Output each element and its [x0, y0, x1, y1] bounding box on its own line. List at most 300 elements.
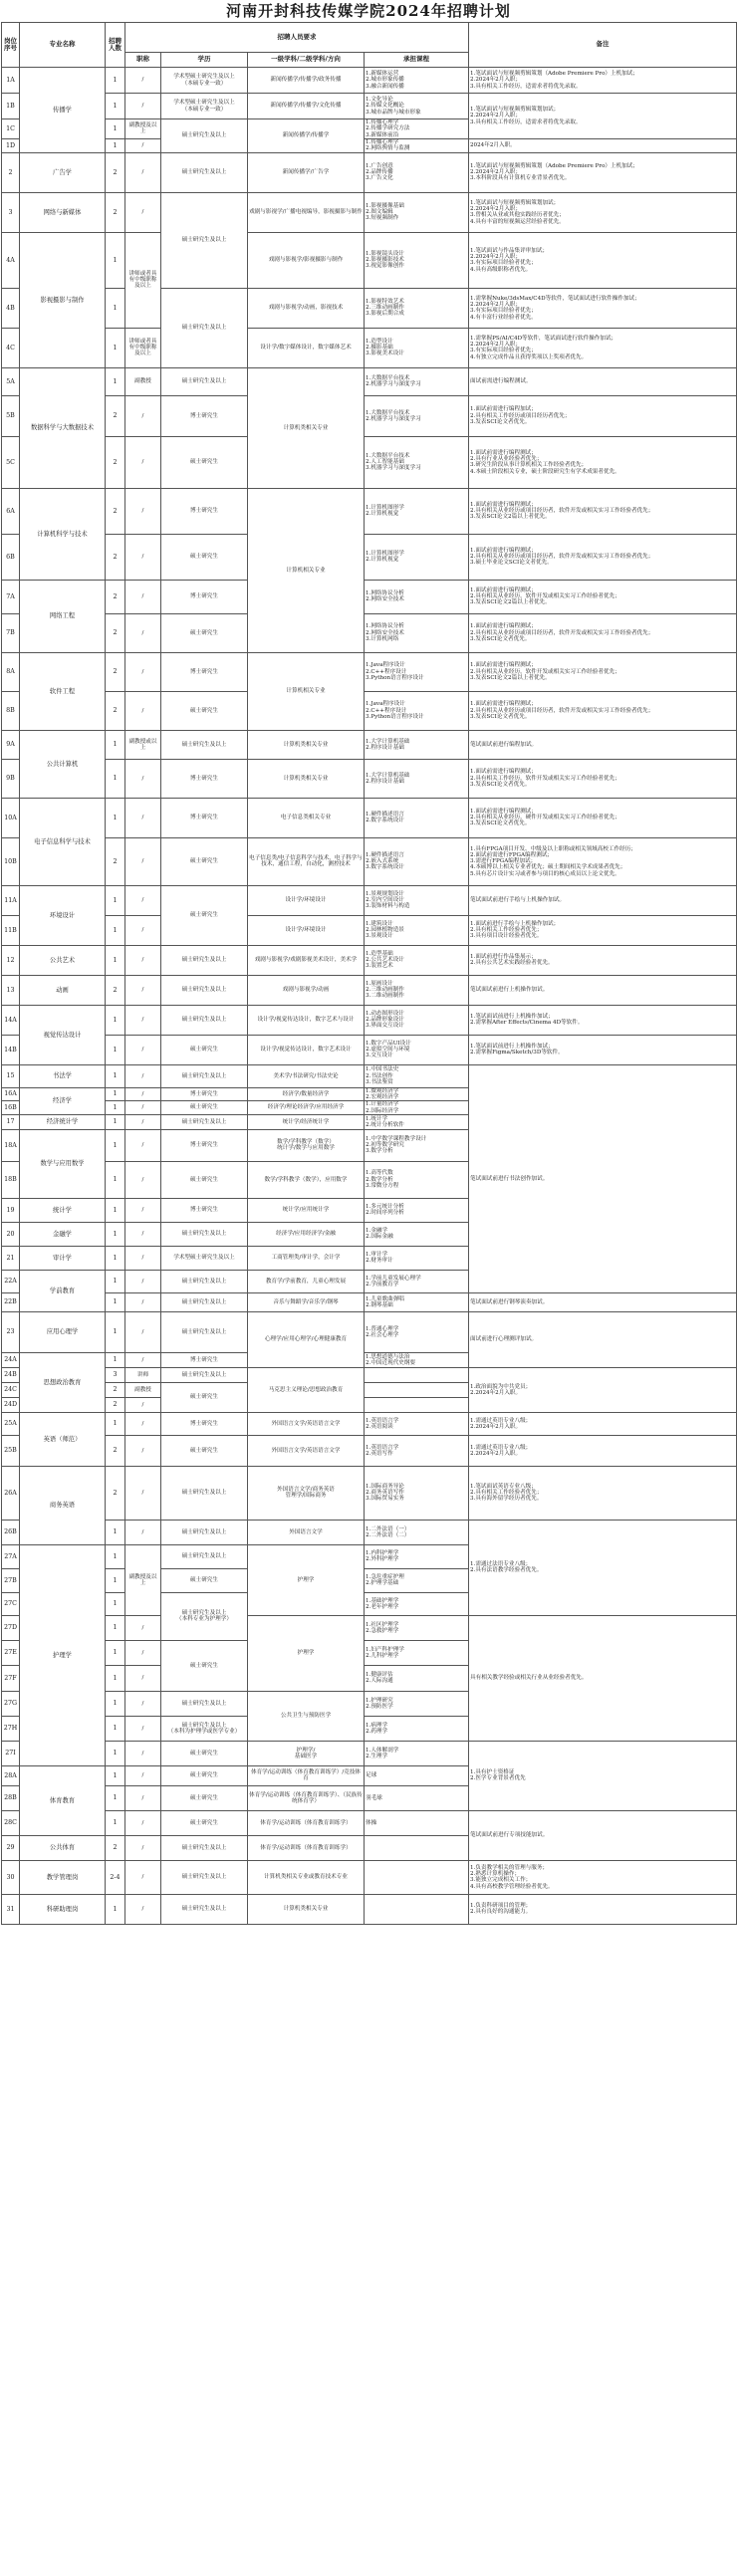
cell-title: / — [125, 580, 161, 613]
cell-count: 1 — [106, 1765, 125, 1785]
table-row — [2, 1615, 737, 1640]
cell-courses: 1.妇产科护理学 2.儿科护理学 — [365, 1640, 469, 1665]
cell-note: 1.面试前需进行编程测试； 2.具有相关工作经历，软件开发或相关实习工作经验者优先； 3.发表SCI论文者优先。 — [469, 759, 737, 798]
cell-seq: 18B — [2, 1161, 20, 1198]
cell-note: 1.需通过英语专业八级； 2.2024年2月入职。 — [469, 1435, 737, 1466]
cell-subject: 计算机类相关专业 — [248, 759, 365, 798]
cell-note: 1.面试前需进行编程测试； 2.具有相关从业经历，硬件开发或相关实习工作经验者优先； 3.发表SCI论文者优先。 — [469, 798, 737, 837]
cell-note: 1.面试前需进行编程加试； 2.具有相关工作经历或项目经历者优先； 3.发表SCI论文者优先。 — [469, 395, 737, 436]
cell-major: 经济统计学 — [20, 1114, 106, 1129]
header-note: 备注 — [469, 23, 737, 68]
cell-seq: 25A — [2, 1412, 20, 1435]
cell-seq: 12 — [2, 945, 20, 975]
cell-subject: 统计学/应用统计学 — [248, 1198, 365, 1222]
cell-title: / — [125, 1615, 161, 1640]
header-title: 职称 — [125, 53, 161, 68]
cell-count: 3 — [106, 1367, 125, 1382]
cell-subject: 计算机类相关专业 — [248, 730, 365, 759]
cell-title: / — [125, 1352, 161, 1367]
cell-education: 硕士研究生及以上 — [161, 1292, 248, 1311]
cell-count: 1 — [106, 94, 125, 119]
cell-courses: 1.英语语言学 2.英语阅读 — [365, 1412, 469, 1435]
cell-count: 2 — [106, 652, 125, 691]
table-row — [2, 885, 737, 915]
cell-title: / — [125, 1035, 161, 1064]
cell-major: 经济学 — [20, 1087, 106, 1114]
table-row — [2, 1035, 737, 1064]
cell-count: 1 — [106, 798, 125, 837]
cell-title: / — [125, 534, 161, 580]
table-row — [2, 945, 737, 975]
cell-count: 1 — [106, 1352, 125, 1367]
cell-title: 副教授及以上 — [125, 1544, 161, 1615]
table-row — [2, 798, 737, 837]
table-row — [2, 367, 737, 395]
cell-title: / — [125, 1894, 161, 1924]
cell-courses: 1.景观规划设计 2.室内空间设计 3.装饰材料与构造 — [365, 885, 469, 915]
cell-education: 学术型硕士研究生及以上 （本硕专业一致） — [161, 68, 248, 94]
cell-education: 硕士研究生 — [161, 1101, 248, 1115]
cell-courses — [365, 1860, 469, 1894]
cell-seq: 31 — [2, 1894, 20, 1924]
cell-courses: 足球 — [365, 1765, 469, 1785]
table-row — [2, 1412, 737, 1435]
cell-courses: 1.大学计算机基础 2.程序设计基础 — [365, 759, 469, 798]
table-row — [2, 232, 737, 288]
table-row — [2, 328, 737, 367]
cell-education: 硕士研究生及以上 （本科为护理学或医学专业） — [161, 1716, 248, 1741]
cell-title: / — [125, 1860, 161, 1894]
cell-major: 应用心理学 — [20, 1311, 106, 1352]
cell-education: 博士研究生 — [161, 1198, 248, 1222]
cell-count: 1 — [106, 1101, 125, 1115]
header-subject: 一级学科/二级学科/方向 — [248, 53, 365, 68]
cell-education: 硕士研究生及以上 — [161, 1835, 248, 1860]
cell-note: 1.负责科研项目的管理； 2.具有良好的沟通能力。 — [469, 1894, 737, 1924]
cell-seq: 15 — [2, 1064, 20, 1087]
cell-major: 护理学 — [20, 1544, 106, 1765]
cell-title: / — [125, 1087, 161, 1101]
cell-courses: 1.思想道德与法治 2.中国近现代史纲要 — [365, 1352, 469, 1367]
cell-seq: 10B — [2, 837, 20, 885]
cell-subject: 公共卫生与预防医学 — [248, 1691, 365, 1741]
cell-courses: 1.学前儿童发展心理学 2.学前教育学 — [365, 1270, 469, 1292]
cell-count: 1 — [106, 1087, 125, 1101]
table-row — [2, 613, 737, 652]
cell-count: 2 — [106, 691, 125, 730]
cell-count: 2 — [106, 1466, 125, 1520]
cell-subject: 设计学/数字媒体设计，数字媒体艺术 — [248, 328, 365, 367]
cell-count: 1 — [106, 1544, 125, 1568]
cell-courses: 1.内科护理学 2.外科护理学 — [365, 1544, 469, 1568]
cell-courses — [365, 1894, 469, 1924]
cell-count: 1 — [106, 1568, 125, 1592]
cell-seq: 28A — [2, 1765, 20, 1785]
cell-title: / — [125, 1005, 161, 1035]
cell-subject: 外国语言文学/商务英语 管理学/国际商务 — [248, 1466, 365, 1520]
cell-major: 公共体育 — [20, 1835, 106, 1860]
cell-seq: 1A — [2, 68, 20, 94]
cell-courses: 1.原画设计 2.三维动画制作 3.二维动画制作 — [365, 975, 469, 1005]
cell-count: 1 — [106, 1222, 125, 1246]
cell-seq: 7A — [2, 580, 20, 613]
cell-subject: 计算机类相关专业或教育技术专业 — [248, 1860, 365, 1894]
cell-courses: 1.Java程序设计 2.C++程序设计 3.Python语言程序设计 — [365, 652, 469, 691]
cell-count: 1 — [106, 1592, 125, 1615]
cell-courses — [365, 1835, 469, 1860]
cell-seq: 1B — [2, 94, 20, 119]
cell-count: 2 — [106, 1397, 125, 1412]
cell-education: 硕士研究生及以上 — [161, 152, 248, 192]
table-row — [2, 837, 737, 885]
cell-seq: 27H — [2, 1716, 20, 1741]
cell-count: 1 — [106, 759, 125, 798]
cell-education: 博士研究生 — [161, 580, 248, 613]
cell-courses: 1.硬件描述语言 2.嵌入式系统 3.数字系统设计 — [365, 837, 469, 885]
cell-note: 1.面试前需进行编程测试； 2.具有相关从业经历，软件开发或相关实习工作经验者优先； 3.发表SCI论文2篇以上者优先。 — [469, 652, 737, 691]
cell-note: 1.具有护士资格证 2.医学专业背景者优先 — [469, 1741, 737, 1810]
cell-courses: 1.普通心理学 2.社会心理学 — [365, 1311, 469, 1352]
cell-education: 硕士研究生及以上 — [161, 367, 248, 395]
cell-note: 1.需掌握Nuke/3dsMax/C4D等软件，笔试面试进行软件操作加试； 2.2024年2月入职； 3.有实际项目经验者优先； 4.有丰富行业经验者优先。 — [469, 288, 737, 328]
cell-courses: 1.大数据平台技术 2.机器学习与深度学习 — [365, 395, 469, 436]
cell-subject: 经济学/应用经济学/金融 — [248, 1222, 365, 1246]
cell-subject: 戏剧与影视学/广播电视编导，影视摄影与制作 — [248, 192, 365, 232]
cell-note: 笔试面试前进行书法创作加试。 — [469, 1064, 737, 1292]
cell-major: 体育教育 — [20, 1765, 106, 1835]
cell-major: 金融学 — [20, 1222, 106, 1246]
cell-title: / — [125, 1741, 161, 1765]
cell-subject: 音乐与舞蹈学/音乐学/钢琴 — [248, 1292, 365, 1311]
cell-seq: 5B — [2, 395, 20, 436]
header-edu: 学历 — [161, 53, 248, 68]
cell-seq: 27I — [2, 1741, 20, 1765]
cell-seq: 28C — [2, 1810, 20, 1835]
cell-title: / — [125, 1785, 161, 1810]
cell-seq: 4A — [2, 232, 20, 288]
cell-major: 数学与应用数学 — [20, 1129, 106, 1198]
cell-courses: 1.网络协议分析 2.网络安全技术 3.计算机网络 — [365, 613, 469, 652]
cell-title: / — [125, 1064, 161, 1087]
cell-title: / — [125, 1222, 161, 1246]
cell-courses: 1.微观经济学 2.宏观经济学 — [365, 1087, 469, 1101]
cell-subject: 经济学/数量经济学 — [248, 1087, 365, 1101]
cell-seq: 8B — [2, 691, 20, 730]
cell-courses: 1.传播心理学 2.传播学研究方法 3.新媒体前沿 — [365, 119, 469, 139]
recruitment-plan-table — [1, 22, 737, 1925]
cell-note: 笔试面试前进行钢琴演奏加试。 — [469, 1292, 737, 1311]
cell-courses: 1.计量经济学 2.国际经济学 — [365, 1101, 469, 1115]
page-title: 河南开封科技传媒学院2024年招聘计划 — [226, 2, 511, 20]
cell-title: / — [125, 1466, 161, 1520]
header-num: 招聘人数 — [106, 23, 125, 68]
cell-title: 讲师 — [125, 1367, 161, 1382]
cell-note: 笔试面试前进行专项技能加试。 — [469, 1810, 737, 1860]
cell-education: 硕士研究生 — [161, 1741, 248, 1765]
cell-count: 1 — [106, 1640, 125, 1665]
cell-title: 副教授 — [125, 367, 161, 395]
cell-title: / — [125, 94, 161, 119]
cell-education: 硕士研究生及以上 — [161, 1005, 248, 1035]
cell-title: / — [125, 1640, 161, 1665]
cell-count: 2 — [106, 534, 125, 580]
table-row — [2, 730, 737, 759]
cell-title: / — [125, 1114, 161, 1129]
table-row — [2, 580, 737, 613]
cell-education: 博士研究生 — [161, 1352, 248, 1367]
cell-courses: 1.传播心理学 2.网络舆情与监测 — [365, 138, 469, 152]
cell-education: 硕士研究生 — [161, 613, 248, 652]
cell-subject: 新闻传播学/传播学/政务传播 — [248, 68, 365, 94]
cell-count: 1 — [106, 1064, 125, 1087]
cell-courses: 1.造型基础 2.公共艺术设计 3.装置艺术 — [365, 945, 469, 975]
cell-seq: 27F — [2, 1665, 20, 1691]
cell-count: 1 — [106, 1716, 125, 1741]
cell-major: 书法学 — [20, 1064, 106, 1087]
cell-major: 科研助理岗 — [20, 1894, 106, 1924]
cell-title: 副教授及以上 — [125, 119, 161, 139]
cell-seq: 27G — [2, 1691, 20, 1716]
table-row — [2, 1894, 737, 1924]
table-row — [2, 652, 737, 691]
cell-courses: 1.统计学 2.统计分析软件 — [365, 1114, 469, 1129]
cell-title: / — [125, 975, 161, 1005]
cell-count: 1 — [106, 1615, 125, 1640]
cell-subject: 电子信息类相关专业 — [248, 798, 365, 837]
cell-seq: 5A — [2, 367, 20, 395]
cell-title: / — [125, 488, 161, 534]
cell-count: 1 — [106, 1741, 125, 1765]
cell-count: 1 — [106, 1520, 125, 1544]
cell-title: / — [125, 1292, 161, 1311]
cell-education: 硕士研究生及以上 — [161, 1222, 248, 1246]
table-row — [2, 1860, 737, 1894]
cell-seq: 1C — [2, 119, 20, 139]
cell-courses: 1.广告创意 2.品牌传播 3.广告文化 — [365, 152, 469, 192]
cell-note: 面试前进行心理测评加试。 — [469, 1311, 737, 1367]
cell-seq: 13 — [2, 975, 20, 1005]
cell-education: 硕士研究生 — [161, 1568, 248, 1592]
cell-note: 面试前需进行编程测试。 — [469, 367, 737, 395]
cell-education: 学术型硕士研究生及以上 （本硕专业一致） — [161, 94, 248, 119]
cell-subject: 戏剧与影视学/影视摄影与制作 — [248, 232, 365, 288]
cell-seq: 25B — [2, 1435, 20, 1466]
cell-seq: 26B — [2, 1520, 20, 1544]
cell-seq: 6B — [2, 534, 20, 580]
cell-courses: 1.英语语言学 2.英语写作 — [365, 1435, 469, 1466]
cell-major: 电子信息科学与技术 — [20, 798, 106, 885]
cell-note: 笔试面试前进行手绘与上机操作加试。 — [469, 885, 737, 915]
table-row — [2, 1810, 737, 1835]
cell-education: 硕士研究生及以上 — [161, 1064, 248, 1087]
cell-courses: 1.计算机图形学 2.计算机视觉 — [365, 488, 469, 534]
table-row — [2, 1466, 737, 1520]
cell-major: 公共艺术 — [20, 945, 106, 975]
cell-education: 硕士研究生 — [161, 1785, 248, 1810]
cell-major: 统计学 — [20, 1198, 106, 1222]
cell-education: 硕士研究生及以上 — [161, 1270, 248, 1292]
cell-count: 1 — [106, 885, 125, 915]
cell-seq: 27B — [2, 1568, 20, 1592]
cell-education: 硕士研究生 — [161, 1640, 248, 1691]
cell-note: 笔试面试前进行编程加试。 — [469, 730, 737, 759]
cell-count: 1 — [106, 367, 125, 395]
cell-subject: 戏剧与影视学/动画，影视技术 — [248, 288, 365, 328]
cell-subject: 统计学/经济统计学 — [248, 1114, 365, 1129]
cell-major: 计算机科学与技术 — [20, 488, 106, 580]
cell-note: 1.笔试面试与短视频剪辑策划（Adobe Premiere Pro）上机加试； 2.2024年2月入职； 3.本科阶段具有计算机专业背景者优先。 — [469, 152, 737, 192]
cell-education: 博士研究生 — [161, 652, 248, 691]
cell-courses: 1.数字产品UI设计 2.虚拟空间与环境 3.交互设计 — [365, 1035, 469, 1064]
cell-courses — [365, 1382, 469, 1397]
cell-courses: 1.大数据平台技术 2.机器学习与深度学习 — [365, 367, 469, 395]
cell-seq: 9A — [2, 730, 20, 759]
cell-subject: 经济学/理论经济学/应用经济学 — [248, 1101, 365, 1115]
cell-subject: 新闻传播学/传播学 — [248, 119, 365, 153]
cell-count: 1 — [106, 1129, 125, 1161]
cell-subject: 计算机类相关专业 — [248, 367, 365, 488]
cell-subject: 新闻传播学/传播学/文化传播 — [248, 94, 365, 119]
cell-education: 硕士研究生及以上 — [161, 1894, 248, 1924]
cell-seq: 7B — [2, 613, 20, 652]
cell-title: / — [125, 885, 161, 915]
cell-seq: 14B — [2, 1035, 20, 1064]
cell-subject: 体育学/运动训练（体育教育训练学）/竞技体育 — [248, 1765, 365, 1785]
cell-note: 1.面试前进行作品集展示； 2.具有公共艺术实践经验者优先。 — [469, 945, 737, 975]
cell-seq: 16B — [2, 1101, 20, 1115]
cell-subject: 设计学/视觉传达设计，数字艺术与设计 — [248, 1005, 365, 1035]
cell-seq: 30 — [2, 1860, 20, 1894]
cell-seq: 10A — [2, 798, 20, 837]
cell-seq: 27D — [2, 1615, 20, 1640]
cell-seq: 28B — [2, 1785, 20, 1810]
cell-seq: 23 — [2, 1311, 20, 1352]
cell-subject: 体育学/运动训练（体育教育训练学） — [248, 1810, 365, 1835]
cell-courses: 1.金融学 2.国际金融 — [365, 1222, 469, 1246]
cell-subject: 计算机相关专业 — [248, 652, 365, 730]
cell-major: 视觉传达设计 — [20, 1005, 106, 1064]
cell-title: / — [125, 1765, 161, 1785]
cell-note: 1.笔试面试与短视频剪辑策划加试； 2.2024年2月入职； 3.具有相关工作经历，适需求者将优先录取。 — [469, 94, 737, 139]
cell-note: 1.面试前进行手绘与上机操作加试； 2.具有相关工作经验者优先； 3.具有项目设计经验者优先。 — [469, 915, 737, 945]
cell-education: 硕士研究生及以上 （本科专业为护理学） — [161, 1592, 248, 1640]
cell-count: 1 — [106, 1246, 125, 1270]
cell-seq: 3 — [2, 192, 20, 232]
cell-education: 硕士研究生及以上 — [161, 1367, 248, 1382]
cell-courses: 1.计算机图形学 2.计算机视觉 — [365, 534, 469, 580]
cell-subject: 美术学/书法研究/书法史论 — [248, 1064, 365, 1087]
cell-count: 2 — [106, 395, 125, 436]
cell-seq: 27E — [2, 1640, 20, 1665]
cell-seq: 27A — [2, 1544, 20, 1568]
cell-education: 硕士研究生及以上 — [161, 1520, 248, 1544]
cell-education: 硕士研究生 — [161, 1035, 248, 1064]
table-row — [2, 94, 737, 119]
cell-subject: 护理学 — [248, 1544, 365, 1615]
cell-count: 1 — [106, 1691, 125, 1716]
cell-seq: 24C — [2, 1382, 20, 1397]
cell-subject: 体育学/运动训练（体育教育训练学） — [248, 1835, 365, 1860]
cell-education: 硕士研究生及以上 — [161, 1860, 248, 1894]
cell-major: 思想政治教育 — [20, 1352, 106, 1412]
table-row — [2, 288, 737, 328]
cell-title: / — [125, 613, 161, 652]
cell-seq: 16A — [2, 1087, 20, 1101]
cell-seq: 8A — [2, 652, 20, 691]
cell-education: 硕士研究生及以上 — [161, 945, 248, 975]
cell-courses: 1.网络协议分析 2.网络安全技术 — [365, 580, 469, 613]
cell-count: 2 — [106, 152, 125, 192]
cell-education: 博士研究生 — [161, 1087, 248, 1101]
cell-count: 1 — [106, 1198, 125, 1222]
table-body — [2, 68, 737, 1925]
cell-note: 1.面试前需进行编程测试； 2.具有相关从业经历，软件开发或相关实习工作经验者优先； 3.发表SCI论文2篇以上者优先。 — [469, 580, 737, 613]
cell-education: 硕士研究生 — [161, 436, 248, 488]
cell-subject: 教育学/学前教育，儿童心理发展 — [248, 1270, 365, 1292]
cell-count: 1 — [106, 119, 125, 139]
cell-major: 学前教育 — [20, 1270, 106, 1311]
cell-note: 1.需通过英语专业八级； 2.2024年2月入职。 — [469, 1412, 737, 1435]
table-row — [2, 1741, 737, 1765]
cell-seq: 14A — [2, 1005, 20, 1035]
cell-education: 硕士研究生及以上 — [161, 730, 248, 759]
cell-note: 具有相关教学经验或相关行业从业经验者优先。 — [469, 1615, 737, 1741]
cell-note: 1.具有FPGA项目开发、中级及以上职称或相关领域高校工作经历； 2.面试前需进行FPGA编程测试； 3.需进行FPGA编程加试； 4.本硕博以上相关专业者优先；硕士期间相关学术成果者优先； 5.具有芯片设计实习或者参与项目的核心成员以上论文优先。 — [469, 837, 737, 885]
cell-education: 硕士研究生及以上 — [161, 1466, 248, 1520]
cell-title: / — [125, 1665, 161, 1691]
table-row — [2, 138, 737, 152]
cell-note: 1.政治面貌为中共党员； 2.2024年2月入职。 — [469, 1367, 737, 1412]
cell-title: / — [125, 1716, 161, 1741]
cell-courses — [365, 1367, 469, 1382]
cell-title: / — [125, 1101, 161, 1115]
cell-count: 1 — [106, 1292, 125, 1311]
cell-courses: 1.建筑设计 2.园林植物造景 3.景观设计 — [365, 915, 469, 945]
table-row — [2, 1367, 737, 1382]
cell-education: 硕士研究生及以上 — [161, 1691, 248, 1716]
cell-subject: 设计学/环境设计 — [248, 885, 365, 915]
cell-count: 1 — [106, 288, 125, 328]
cell-note: 1.需掌握PS/AI/C4D等软件，笔试面试进行软件操作加试； 2.2024年2月入职； 3.有实际项目经验者优先； 4.有独立完成作品且获得奖项以上奖项者优先。 — [469, 328, 737, 367]
cell-courses: 1.审计学 2.财务审计 — [365, 1246, 469, 1270]
table-row — [2, 1435, 737, 1466]
cell-major: 环境设计 — [20, 885, 106, 945]
cell-courses: 体操 — [365, 1810, 469, 1835]
cell-title: 副教授 — [125, 1382, 161, 1397]
cell-subject: 戏剧与影视学/动画 — [248, 975, 365, 1005]
cell-education: 硕士研究生 — [161, 691, 248, 730]
cell-title: 副教授或以上 — [125, 730, 161, 759]
cell-count: 1 — [106, 1665, 125, 1691]
cell-note: 1.需通过法语专业八级； 2.具有法语教学经验者优先。 — [469, 1520, 737, 1615]
table-row — [2, 436, 737, 488]
cell-count: 2 — [106, 613, 125, 652]
cell-subject: 体育学/运动训练（体育教育训练学）、（民族传统体育学） — [248, 1785, 365, 1810]
cell-courses: 1.影视镜头设计 2.影视摄影技术 3.视觉影像创作 — [365, 232, 469, 288]
cell-courses: 1.高等代数 2.数学分析 3.常微分方程 — [365, 1161, 469, 1198]
cell-count: 1 — [106, 138, 125, 152]
cell-courses: 1.多元统计分析 2.时间序列分析 — [365, 1198, 469, 1222]
cell-seq: 11B — [2, 915, 20, 945]
cell-count: 1 — [106, 232, 125, 288]
cell-title: / — [125, 1129, 161, 1161]
cell-education: 硕士研究生及以上 — [161, 1544, 248, 1568]
cell-courses: 1.造型设计 2.摄影基础 3.影视美术设计 — [365, 328, 469, 367]
cell-count: 1 — [106, 1810, 125, 1835]
table-row — [2, 192, 737, 232]
cell-note: 1.笔试面试与短视频剪辑策划加试； 2.2024年2月入职； 3.曾相关从业或其他实践经历者优先； 4.具有丰富的短视频运营经验者优先。 — [469, 192, 737, 232]
cell-courses: 1.社区护理学 2.急救护理学 — [365, 1615, 469, 1640]
